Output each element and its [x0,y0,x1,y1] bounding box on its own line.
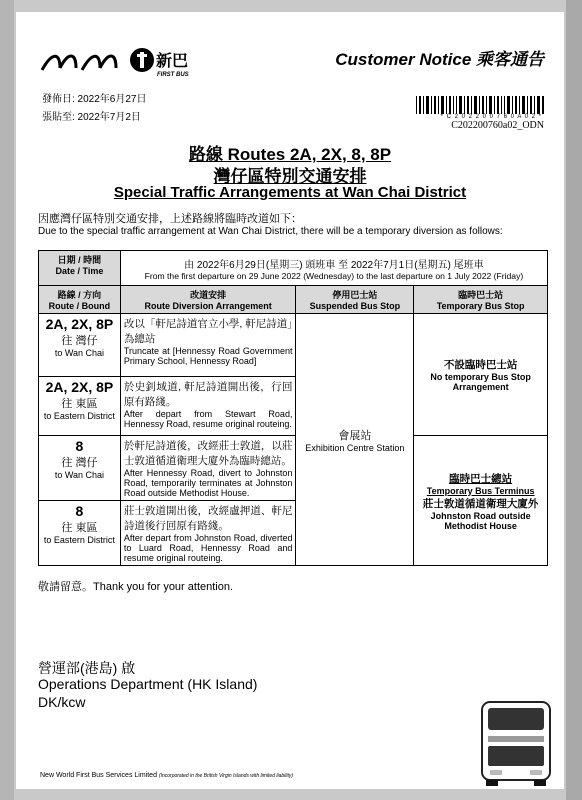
post-date: 張貼至: 2022年7月2日 [42,112,141,123]
reference-number: C202200760a02_ODN [451,120,544,131]
header-row [39,286,548,314]
barcode-number: * C 2 0 2 2 0 0 7 6 0 A 0 2 * [440,114,542,120]
notice-sheet [16,12,564,789]
customer-notice-title: Customer Notice 乘客通告 [335,50,544,69]
first-bus-logo [38,40,224,80]
company-note: (Incorporated in the British Virgin Islands with limited liability) [158,773,294,779]
company-footer [40,772,293,779]
diversion-cell: 於軒尼詩道後，改經莊士敦道，以莊士敦道循道衛理大廈外為臨時總站。 After Hennessy Road, divert to Johnston Road, temporarily terminates at Johnston Road outside Methodist House. [120,436,296,501]
route-cell: 2A, 2X, 8P 往 東區 to Eastern District [39,377,121,436]
diversion-cell: 改以「軒尼詩道官立小學, 軒尼詩道」為總站 Truncate at [Hennessy Road Government Primary School, Hennessy Road] [120,314,296,377]
company-name: New World First Bus Services Limited [40,772,157,779]
header-suspended: 停用巴士站 Suspended Bus Stop [296,286,414,314]
issue-date: 發佈日: 2022年6月27日 [42,94,147,105]
title-zh: 灣仔區特別交通安排 [213,167,367,186]
intro-en: Due to the special traffic arrangement at Wan Chai District, there will be a temporary diversion as follows: [38,226,503,237]
date-row [39,251,548,286]
intro-zh: 因應灣仔區特別交通安排，上述路線將臨時改道如下： [38,213,302,225]
route-cell: 8 往 灣仔 to Wan Chai [39,436,121,501]
date-value: 由 2022年6月29日(星期三) 頭班車 至 2022年7月1日(星期五) 尾班車 From the first departure on 29 June 2022 (Wednesday) to the last departure on 1 July 2022 (Friday) [120,251,547,286]
route-cell: 8 往 東區 to Eastern District [39,501,121,566]
initials: DK/kcw [38,694,86,710]
header-route: 路線 / 方向 Route / Bound [39,286,121,314]
header-temporary: 臨時巴士站 Temporary Bus Stop [414,286,548,314]
diversion-cell: 莊士敦道開出後，改經盧押道、軒尼詩道後行回原有路綫。 After depart from Johnston Road, diverted to Luard Road, Hennessy Road and resume original routeing. [120,501,296,566]
right-gray-stripe [566,0,582,800]
table-row [39,314,548,377]
route-cell: 2A, 2X, 8P 往 灣仔 to Wan Chai [39,314,121,377]
temporary-stop-cell-1: 不設臨時巴士站 No temporary Bus Stop Arrangement [414,314,548,436]
logo-en: FIRST BUS [157,72,189,78]
title-en: Special Traffic Arrangements at Wan Chai District [113,184,467,201]
header-diversion: 改道安排 Route Diversion Arrangement [120,286,296,314]
left-gray-stripe [0,0,14,800]
table-row [39,436,548,501]
routes-title: 路線 Routes 2A, 2X, 8, 8P [188,145,392,164]
suspended-stop-cell: 會展站 Exhibition Centre Station [296,314,414,566]
thank-you-text: 敬請留意。Thank you for your attention. [38,581,234,593]
barcode [416,96,544,114]
date-label: 日期 / 時間 Date / Time [39,251,121,286]
diversion-cell: 於史釗域道, 軒尼詩道開出後，行回原有路綫。 After depart from Stewart Road, Hennessy Road, resume original routeing. [120,377,296,436]
department-zh: 營運部(港島) 啟 [38,660,136,676]
logo-zh: 新巴 [156,51,189,70]
temporary-stop-cell-2: 臨時巴士總站 Temporary Bus Terminus 莊士敦道循道衛理大廈外 Johnston Road outside Methodist House [414,436,548,566]
department-en: Operations Department (HK Island) [38,676,258,692]
double-decker-bus-icon [476,698,556,788]
diversion-table [38,250,548,566]
